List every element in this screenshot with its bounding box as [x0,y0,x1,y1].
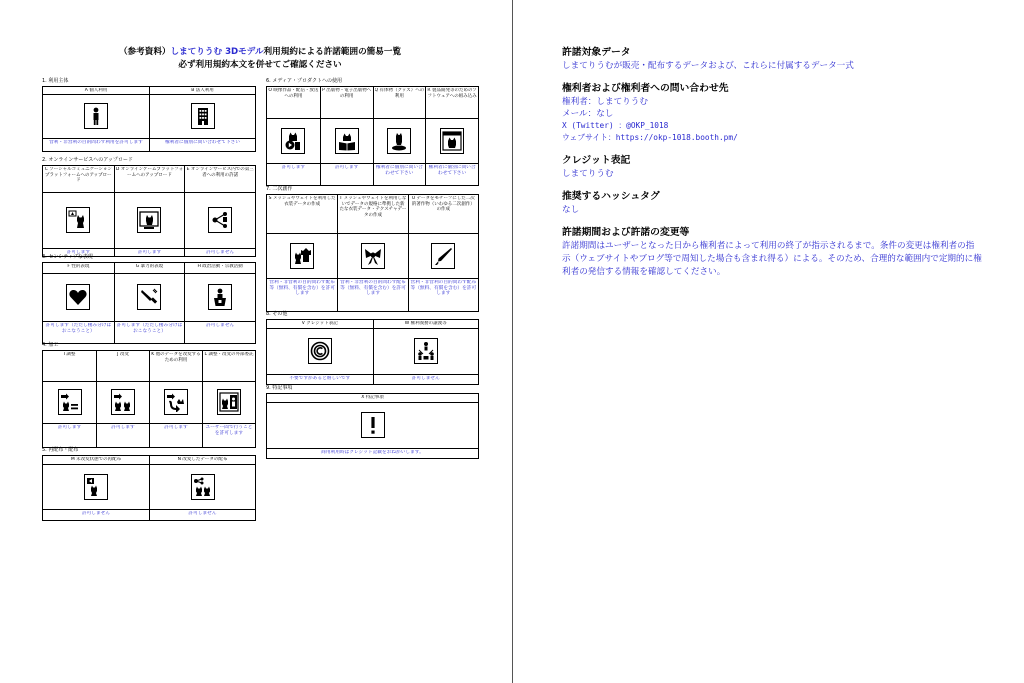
permission-cell [267,394,478,458]
redistribute-icon [84,474,108,500]
permission-status: 権利者に個別に問い合わせて下さい [375,165,423,176]
permission-cell [267,87,320,185]
permission-label: H 政治活動・宗教活動 [197,264,243,269]
permission-status: 許可します [281,165,306,170]
permission-status: 商用利用時はクレジット記載をおねがいします。 [321,450,424,455]
permission-label: W 権利義務の譲渡等 [404,321,447,326]
figure-cat-icon [387,128,411,154]
permission-status: 許可します [334,165,359,170]
section-title-s1: 1. 利用主体 [42,78,69,84]
permission-cell [373,320,479,384]
permission-label: K 他のデータを改変するための利用 [151,352,201,363]
permission-status: 許可します（ただし棲み分けはおこなうこと） [45,323,112,334]
adjust-icon [58,389,82,415]
permission-status: 許可します（ただし棲み分けはおこなうこと） [116,323,183,334]
permission-label: T メッシュやウェイトを利用しないでデータの規格に準拠した新たな衣装データ・テクスチャデータの作成 [339,196,407,218]
permission-label: G 暴力的表現 [135,264,164,269]
permission-label: A 個人利用 [84,88,108,93]
permission-cell [320,87,373,185]
permission-status: 権利者に個別に問い合わせて下さい [164,140,240,145]
mail-line: メール：なし [562,109,614,119]
credit-value: しまてりうむ [562,169,614,179]
modify-icon [111,389,135,415]
exclamation-icon [361,412,385,438]
transfer-icon [414,338,438,364]
permission-label: E オンラインサービス内での第三者への利用の許諾 [186,167,254,178]
section-title-s5: 5. 再配布・配布 [42,447,79,453]
title-brand: しまてりうむ 3Dモデル [170,47,264,57]
permission-cell [267,195,337,311]
permission-label: C ソーシャルコミュニケーションプラットフォームへのアップロード [44,167,112,183]
permission-status: 許可しません [206,250,235,255]
document-title [40,46,480,58]
section-table-s2 [42,165,256,257]
section-table-s3 [42,262,256,344]
permission-cell [114,166,185,256]
permission-label: Q 有体物（グッズ）への利用 [374,88,425,99]
permission-cell [149,456,255,520]
software-cat-icon [440,128,464,154]
permission-cell [149,87,255,151]
person-icon [84,103,108,129]
section-table-s8 [266,319,479,385]
section-title-s3: 3. センシティブな表現 [42,254,93,260]
permission-status: 許可しません [81,511,111,516]
game-cat-icon [137,207,161,233]
permission-cell [43,166,114,256]
permission-label: N 改変したデータの配布 [177,457,228,462]
ribbon-icon [361,243,385,269]
permission-label: L 調整・改変の外部委託 [204,352,254,357]
permission-label: U データをモチーフにした二次的著作物（いわゆる二次創作）の作成 [411,196,475,212]
permission-status: 営利・非営利の目的問わず利用を許可します [49,140,143,145]
permission-label: F 性的表現 [67,264,90,269]
permission-status: 許可しません [188,511,217,516]
permission-cell [408,195,478,311]
permission-cell [43,87,149,151]
permission-cell [43,263,114,343]
building-icon [191,103,215,129]
permission-cell [373,87,426,185]
permission-cell [267,320,373,384]
permission-label: I 調整 [63,352,76,357]
permission-status: 許可します [111,425,135,430]
permission-cell [425,87,478,185]
owner-line: 権利者：しまてりうむ [562,97,648,107]
permission-status: 不要ですがあると嬉しいです [289,376,351,381]
distribute-modified-icon [191,474,215,500]
credit-heading: クレジット表記 [562,155,631,166]
pen-icon [431,243,455,269]
permission-label: V クレジット表記 [301,321,338,326]
costume-cat-icon [290,243,314,269]
target-value: しまてりうむが販売・配布するデータおよび、これらに付属するデータ一式 [562,61,854,71]
page-divider [512,0,513,683]
permission-status: 営利・非営利の目的問わず配布等（無料、有償を含む）を許可します [269,280,335,296]
permission-label: M 未改変状態での再配布 [70,457,122,462]
section-table-s7 [266,194,479,312]
permission-label: S メッシュやウェイトを利用した衣装データの作成 [268,196,336,207]
permission-label: R 製品開発等のためのソフトウェアへの組み込み [427,88,477,99]
section-title-s7: 7. 二次創作 [266,186,293,192]
permission-label: D オンラインゲームプラットフォームへのアップロード [115,167,184,178]
section-title-s4: 4. 加工 [42,342,59,348]
hashtag-value: なし [562,205,580,215]
permission-cell [149,351,202,447]
book-cat-icon [335,128,359,154]
period-value: 許諾期間はユーザーとなった日から権利者によって利用の終了が指示されるまで。条件の変更は権利者の指示（ウェブサイトやブログ等で周知した場合も含まれ得る）による。そのため、合理的な範囲内で定期的に権利者の発信する情報を確認してください。 [562,241,982,277]
title-suffix: 利用規約による許諾範囲の簡易一覧 [263,47,402,57]
podium-icon [208,284,232,310]
hashtag-heading: 推奨するハッシュタグ [562,191,660,202]
share-icon [208,207,232,233]
permission-status: 営利・非営利の目的問わず配布等（無料、有償を含む）を許可します [410,280,477,296]
permission-cell [184,263,255,343]
section-table-s4 [42,350,256,448]
heart-icon [66,284,90,310]
permission-cell [184,166,255,256]
permission-cell [114,263,185,343]
section-title-s2: 2. オンラインサービスへのアップロード [42,157,133,163]
section-table-s9 [266,393,479,459]
section-title-s8: 8. その他 [266,311,288,317]
permission-status: 営利・非営利の目的問わず配布等（無料、有償を含む）を許可します [340,280,406,296]
knife-icon [137,284,161,310]
permission-cell [96,351,149,447]
target-heading: 許諾対象データ [562,47,631,58]
permission-status: 許可します [137,250,162,255]
permission-status: 許可します [66,250,91,255]
permission-status: 許可します [164,425,188,430]
outsource-icon [217,389,241,415]
video-cat-icon [281,128,305,154]
permission-label: O 映像作品・配信・放送への利用 [268,88,319,99]
website-line[interactable]: ウェブサイト：https://okp-1018.booth.pm/ [562,133,738,142]
permission-status: 権利者に個別に問い合わせて下さい [428,165,476,176]
permission-label: J 改変 [117,352,129,357]
section-table-s5 [42,455,256,521]
section-title-s6: 6. メディア・プロダクトへの使用 [266,78,342,84]
permission-label: P 出版物・電子出版物への利用 [322,88,372,99]
upload-cat-icon [66,207,90,233]
permission-status: ユーザー間で行うことを許可します [205,425,253,436]
permission-status: 許可しません [206,323,235,328]
other-data-icon [164,389,188,415]
permission-cell [43,456,149,520]
section-table-s6 [266,86,479,186]
document-subtitle: 必ず利用規約本文を併せてご確認ください [178,60,342,70]
permission-cell [337,195,407,311]
permission-status: 許可します [57,425,82,430]
period-heading: 許諾期間および許諾の変更等 [562,227,690,238]
contact-heading: 権利者および権利者への問い合わせ先 [562,83,729,94]
permission-cell [202,351,255,447]
twitter-line[interactable]: X (Twitter) ：@OKP_1018 [562,121,669,130]
permission-cell [43,351,96,447]
permission-status: 許可しません [411,376,440,381]
title-prefix: （参考資料） [118,47,171,57]
section-title-s9: 9. 特記事項 [266,385,293,391]
copyright-icon [308,338,332,364]
permission-label: X 特記事項 [361,395,384,400]
section-table-s1 [42,86,256,152]
permission-label: B 法人利用 [191,88,214,93]
